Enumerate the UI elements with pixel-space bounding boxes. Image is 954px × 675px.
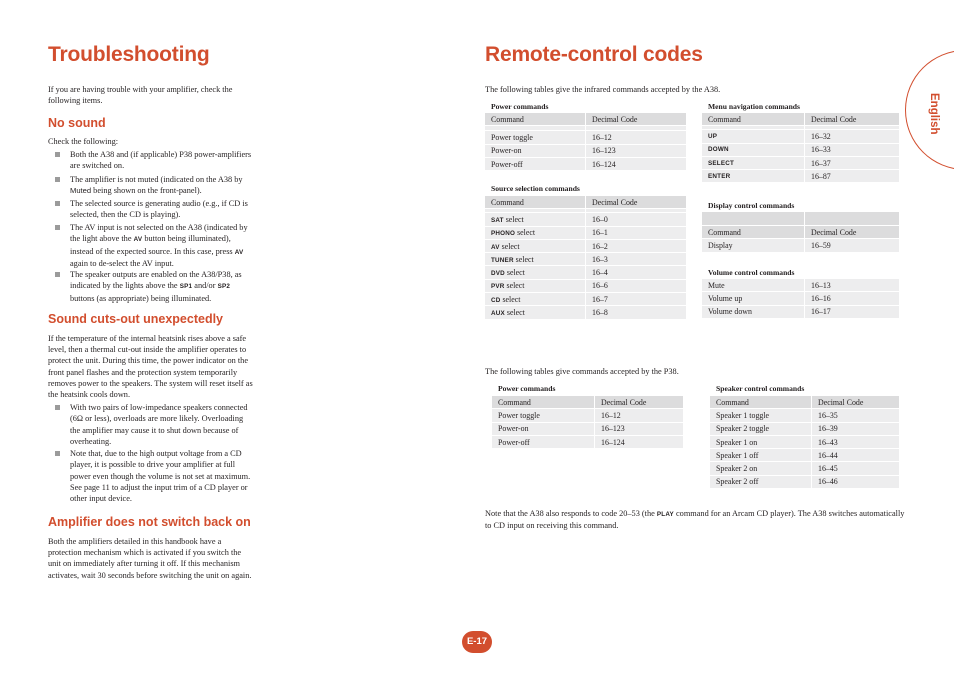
- command-column-header: Command: [702, 113, 805, 126]
- table-row: DOWN 16–33: [702, 144, 899, 157]
- table-row: Speaker 1 off 16–44: [710, 449, 899, 462]
- bullet-low-impedance: With two pairs of low-impedance speakers connected (6Ω or less), overloads are more likely. Overloading the amplifier may cause it to shut down because of overheating.: [48, 402, 253, 447]
- command-column-header: Command: [485, 196, 586, 209]
- table-header-row: [710, 396, 899, 409]
- bullet-square-icon: [55, 152, 60, 157]
- speaker-control-table: [710, 396, 899, 489]
- no-switch-on-heading: Amplifier does not switch back on: [48, 515, 251, 529]
- bullet-square-icon: [55, 272, 60, 277]
- table-row: Speaker 1 toggle 16–35: [710, 409, 899, 422]
- command-column-header: Command: [702, 226, 805, 239]
- bullet-muted: The amplifier is not muted (indicated on the A38 by Muted being shown on the front-panel).: [48, 174, 253, 197]
- menu-navigation-caption: Menu navigation commands: [708, 102, 800, 111]
- table-row: Speaker 1 on 16–43: [710, 436, 899, 449]
- volume-control-table: [702, 279, 899, 319]
- a38-intro: The following tables give the infrared commands accepted by the A38.: [485, 85, 721, 94]
- command-column-header: Command: [710, 396, 812, 409]
- table-row: AUX select 16–8: [485, 306, 686, 319]
- table-header-row: [492, 396, 683, 409]
- table-row: Power-off 16–124: [492, 436, 683, 449]
- table-row: ENTER 16–87: [702, 170, 899, 183]
- table-row: Display 16–59: [702, 239, 899, 252]
- bullet-av-input: The AV input is not selected on the A38 (indicated by the light above the AV button being illuminated), instead of the expected source. In this case, press AV again to de-select the AV input.: [48, 222, 253, 269]
- table-row: SELECT 16–37: [702, 157, 899, 170]
- command-column-header: Command: [485, 113, 586, 126]
- language-tab-label: English: [928, 93, 940, 135]
- table-row: Power toggle 16–12: [492, 409, 683, 422]
- table-row: Power-on 16–123: [485, 145, 686, 158]
- menu-navigation-table: [702, 113, 899, 183]
- table-row: TUNER select 16–3: [485, 253, 686, 266]
- table-row: Speaker 2 on 16–45: [710, 462, 899, 475]
- table-row: PVR select 16–6: [485, 280, 686, 293]
- play-code-note: Note that the A38 also responds to code 20–53 (the PLAY command for an Arcam CD player). The A38 switches automatically to CD input on receiving this command.: [485, 509, 905, 531]
- bullet-square-icon: [55, 177, 60, 182]
- table-row: Mute 16–13: [702, 279, 899, 292]
- command-column-header: Command: [492, 396, 595, 409]
- code-column-header: Decimal Code: [805, 113, 899, 126]
- code-column-header: Decimal Code: [805, 226, 899, 239]
- no-sound-heading: No sound: [48, 116, 106, 130]
- table-row: PHONO select 16–1: [485, 227, 686, 240]
- troubleshooting-title: Troubleshooting: [48, 43, 210, 66]
- table-row: Speaker 2 toggle 16–39: [710, 423, 899, 436]
- p38-power-commands-table: [492, 396, 683, 449]
- display-control-caption: Display control commands: [708, 201, 795, 210]
- table-row: UP 16–32: [702, 130, 899, 143]
- bullet-cd-output: Note that, due to the high output voltage from a CD player, it is possible to drive your amplifier at full power even though the volume is not set at maximum. See page 11 to adjust the input trim of a CD player or other input device.: [48, 448, 253, 504]
- table-header-row: [485, 113, 686, 126]
- bullet-square-icon: [55, 225, 60, 230]
- play-button-label: PLAY: [656, 511, 674, 518]
- table-row: SAT select 16–0: [485, 213, 686, 226]
- source-selection-caption: Source selection commands: [491, 184, 580, 193]
- av-button-label: AV: [133, 236, 143, 244]
- code-column-header: Decimal Code: [586, 196, 686, 209]
- bullet-speaker-outputs: The speaker outputs are enabled on the A38/P38, as indicated by the lights above the SP1 and/or SP2 buttons (as appropriate) being illuminated.: [48, 269, 253, 304]
- table-row: Power-off 16–124: [485, 158, 686, 171]
- code-column-header: Decimal Code: [586, 113, 686, 126]
- sound-cuts-out-paragraph: If the temperature of the internal heatsink rises above a safe level, then a thermal cut-out inside the amplifier operates to protect the unit. During this time, the power indicator on the front panel flashes and the protection system temporarily removes power to the speakers. The system will reset itself as the heatsink cools down.: [48, 334, 253, 400]
- no-switch-on-paragraph: Both the amplifiers detailed in this handbook have a protection mechanism which is activated if you switch the unit on immediately after turning it off. If this mechanism activates, wait 30 seconds before switching the unit on again.: [48, 537, 252, 580]
- table-header-row: [485, 196, 686, 209]
- bullet-square-icon: [55, 201, 60, 206]
- bullet-square-icon: [55, 451, 60, 456]
- table-row: Volume up 16–16: [702, 292, 899, 305]
- table-row: Power-on 16–123: [492, 423, 683, 436]
- sp2-button-label: SP2: [217, 283, 231, 291]
- table-header-row: [702, 113, 899, 126]
- p38-power-commands-caption: Power commands: [498, 384, 556, 393]
- sound-cuts-out-heading: Sound cuts-out unexpectedly: [48, 312, 224, 326]
- bullet-power-on: Both the A38 and (if applicable) P38 power-amplifiers are switched on.: [48, 149, 253, 172]
- troubleshooting-intro: If you are having trouble with your amplifier, check the following items.: [48, 85, 233, 106]
- table-header-row: [702, 226, 899, 239]
- code-column-header: Decimal Code: [595, 396, 683, 409]
- remote-codes-title: Remote-control codes: [485, 43, 703, 66]
- table-spacer-row: [702, 212, 899, 226]
- table-row: DVD select 16–4: [485, 266, 686, 279]
- no-sound-lead: Check the following:: [48, 137, 119, 146]
- bullet-square-icon: [55, 405, 60, 410]
- p38-intro: The following tables give commands accepted by the P38.: [485, 367, 679, 376]
- av-button-label: AV: [234, 248, 244, 256]
- code-column-header: Decimal Code: [812, 396, 899, 409]
- muted-display-text: Muted: [70, 186, 92, 196]
- table-row: Speaker 2 off 16–46: [710, 476, 899, 489]
- sp1-button-label: SP1: [179, 283, 193, 291]
- bullet-source: The selected source is generating audio (e.g., if CD is selected, then the CD is playing).: [48, 198, 253, 221]
- power-commands-caption: Power commands: [491, 102, 549, 111]
- source-selection-table: [485, 196, 686, 320]
- table-row: CD select 16–7: [485, 293, 686, 306]
- display-control-table: [702, 212, 899, 253]
- table-row: Power toggle 16–12: [485, 131, 686, 144]
- page-number-badge: E-17: [462, 631, 492, 653]
- power-commands-table: [485, 113, 686, 171]
- table-row: Volume down 16–17: [702, 306, 899, 319]
- volume-control-caption: Volume control commands: [708, 268, 795, 277]
- table-row: AV select 16–2: [485, 240, 686, 253]
- speaker-control-caption: Speaker control commands: [716, 384, 805, 393]
